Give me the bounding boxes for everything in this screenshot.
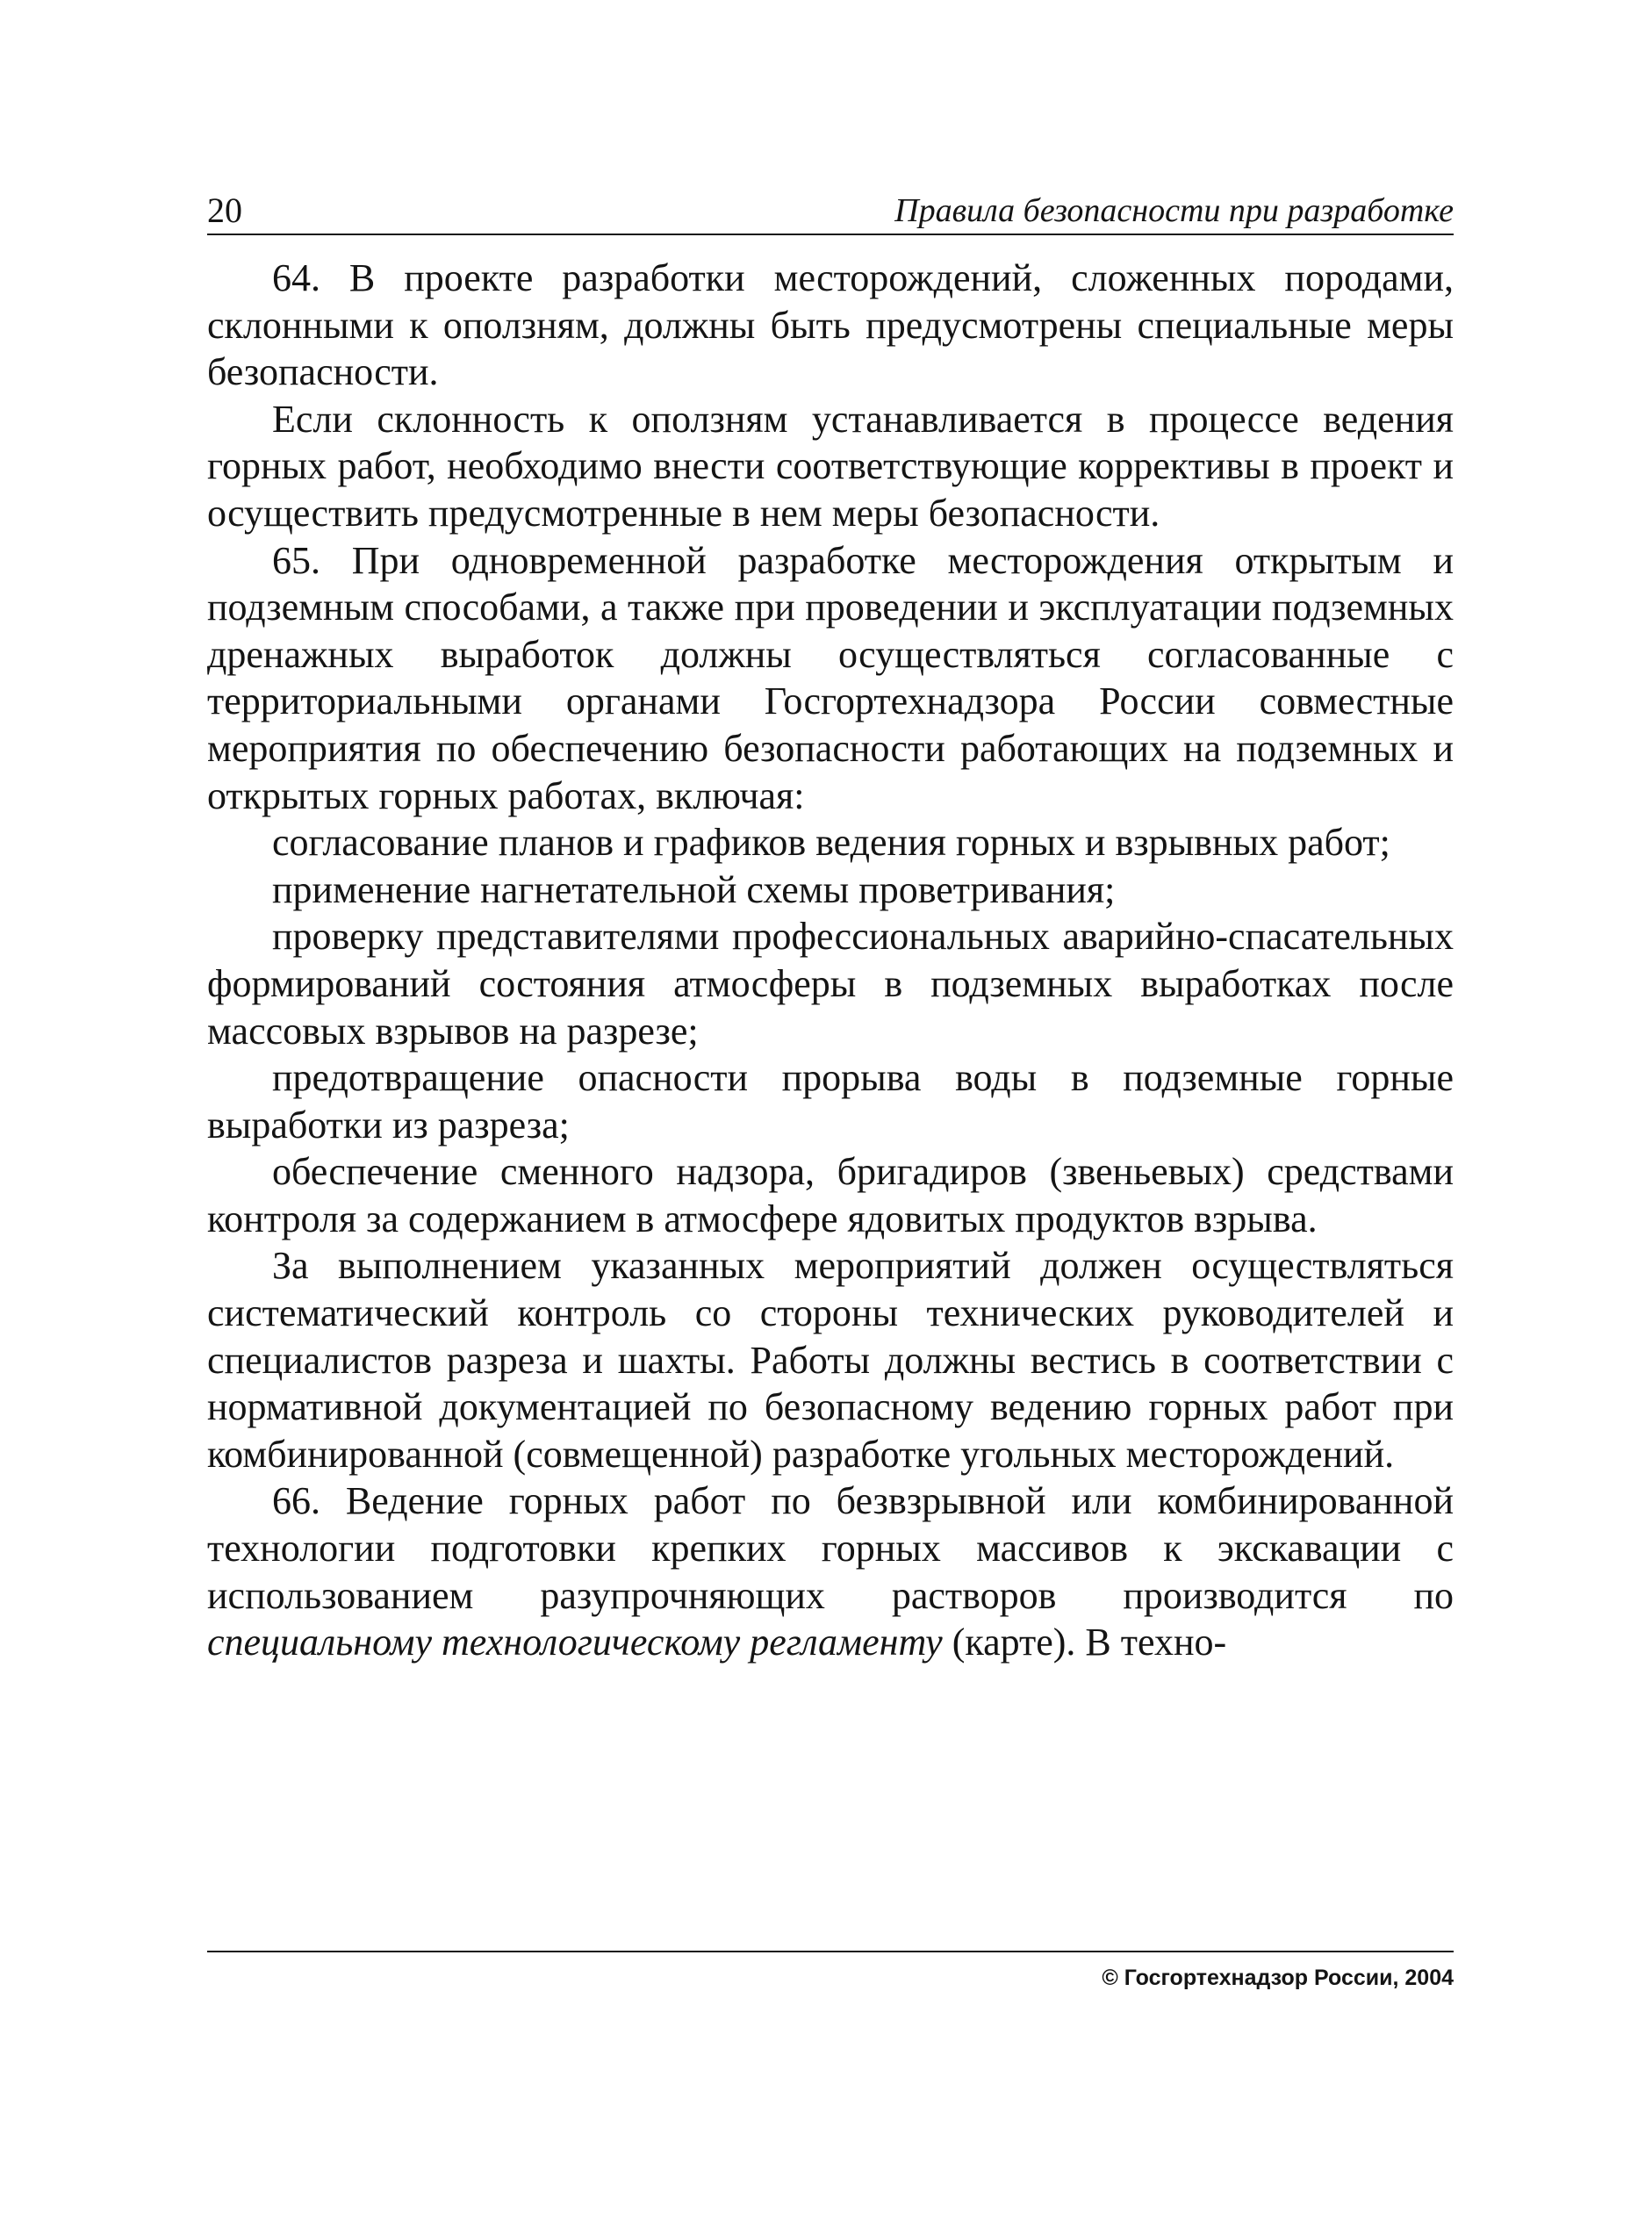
paragraph-landslide-correction: Если склонность к оползням устанавливается в процессе ведения горных работ, необходимо внести соответствующие коррективы в проект и осуществить предусмотренные в нем меры безопасности. <box>207 397 1454 535</box>
paragraph-66-start: 66. Ведение горных работ по безвзрывной или комбинированной технологии подготовки крепких горных массивов к экскавации с использованием разупрочняющих растворов производится по <box>207 1479 1454 1617</box>
list-item-coordination: согласование планов и графиков ведения горных и взрывных работ; <box>272 821 1390 865</box>
list-item-control-means: обеспечение сменного надзора, бригадиров (звеньевых) средствами контроля за содержанием в атмосфере ядовитых продуктов взрыва. <box>207 1150 1454 1240</box>
footer-rule <box>207 1951 1454 1952</box>
list-item-water-prevention: предотвращение опасности прорыва воды в подземные горные выработки из разреза; <box>207 1056 1454 1147</box>
body-text <box>207 255 1454 1666</box>
running-head <box>207 184 1454 235</box>
paragraph-66-italic: специальному технологическому регламенту <box>207 1621 943 1664</box>
paragraph-64: 64. В проекте разработки месторождений, сложенных породами, склонными к оползням, должны быть предусмотрены специальные меры безопасности. <box>207 256 1454 394</box>
list-item-atmosphere-check: проверку представителями профессиональных аварийно-спасательных формирований состояния атмосферы в подземных выработках после массовых взрывов на разрезе; <box>207 915 1454 1053</box>
paragraph-66 <box>207 1477 1454 1665</box>
paragraph-66-end: (карте). В техно- <box>942 1621 1227 1664</box>
list-item-ventilation: применение нагнетательной схемы проветривания; <box>272 867 1116 911</box>
paragraph-supervision: За выполнением указанных мероприятий должен осуществляться систематический контроль со стороны технических руководителей и специалистов разреза и шахты. Работы должны вестись в соответствии с нормативной документацией по безопасному ведению горных работ при комбинированной (совмещенной) разработке угольных месторождений. <box>207 1244 1454 1476</box>
page-number: 20 <box>207 190 242 230</box>
running-title: Правила безопасности при разработке <box>894 192 1454 229</box>
paragraph-65: 65. При одновременной разработке месторождения открытым и подземным способами, а также при проведении и эксплуатации подземных дренажных выработок должны осуществляться согласованные с территориальными органами Госгортехнадзора России совместные мероприятия по обеспечению безопасности работающих на подземных и открытых горных работах, включая: <box>207 538 1454 817</box>
document-page <box>207 184 1454 2010</box>
copyright-notice: © Госгортехнадзор России, 2004 <box>1102 1966 1454 1990</box>
